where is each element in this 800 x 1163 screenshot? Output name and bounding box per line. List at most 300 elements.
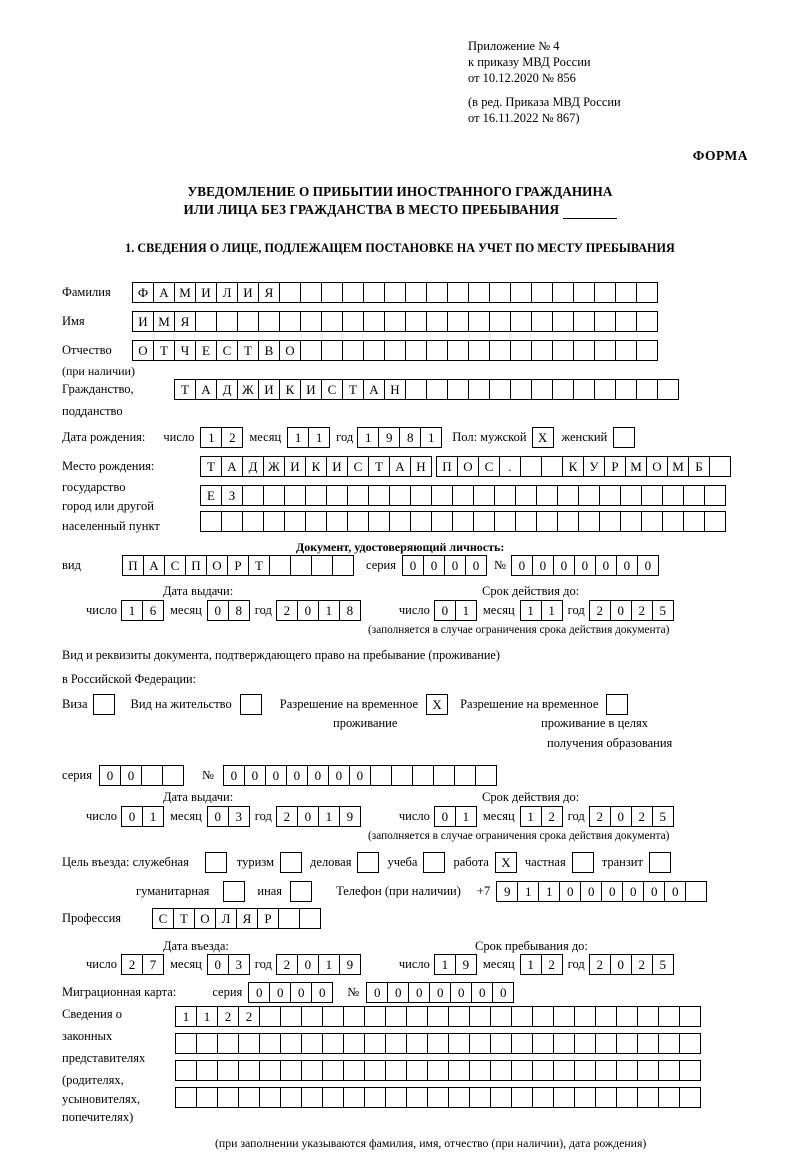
form-cell[interactable]: С — [478, 456, 500, 477]
form-cell[interactable] — [300, 282, 322, 303]
form-cell[interactable] — [300, 340, 322, 361]
doc-series-input[interactable] — [402, 555, 487, 576]
form-cell[interactable] — [683, 485, 705, 506]
form-cell[interactable] — [242, 485, 264, 506]
form-cell[interactable]: 1 — [455, 600, 477, 621]
form-cell[interactable]: 2 — [221, 427, 243, 448]
form-cell[interactable]: 5 — [652, 954, 674, 975]
form-cell[interactable] — [636, 340, 658, 361]
form-cell[interactable] — [384, 282, 406, 303]
form-cell[interactable] — [363, 311, 385, 332]
form-cell[interactable]: 1 — [538, 881, 560, 902]
form-cell[interactable] — [704, 485, 726, 506]
form-cell[interactable]: И — [326, 456, 348, 477]
temp-residence-checkbox[interactable] — [426, 694, 448, 715]
form-cell[interactable] — [489, 340, 511, 361]
form-cell[interactable]: 0 — [223, 765, 245, 786]
form-cell[interactable] — [406, 1033, 428, 1054]
form-cell[interactable]: О — [194, 908, 216, 929]
form-cell[interactable] — [531, 379, 553, 400]
form-cell[interactable] — [658, 1006, 680, 1027]
form-cell[interactable]: 1 — [420, 427, 442, 448]
form-cell[interactable] — [469, 1033, 491, 1054]
entry-day-input[interactable] — [121, 954, 164, 975]
form-cell[interactable] — [452, 485, 474, 506]
entry-year-input[interactable] — [276, 954, 361, 975]
form-cell[interactable] — [385, 1087, 407, 1108]
form-cell[interactable] — [448, 1087, 470, 1108]
form-cell[interactable]: З — [221, 485, 243, 506]
form-cell[interactable] — [594, 282, 616, 303]
form-cell[interactable] — [574, 1087, 596, 1108]
form-cell[interactable]: 1 — [541, 600, 563, 621]
form-cell[interactable] — [364, 1060, 386, 1081]
form-cell[interactable] — [301, 1087, 323, 1108]
form-cell[interactable]: 0 — [244, 765, 266, 786]
form-cell[interactable] — [217, 1033, 239, 1054]
form-cell[interactable] — [426, 379, 448, 400]
form-cell[interactable]: Ф — [132, 282, 154, 303]
form-cell[interactable]: 0 — [532, 555, 554, 576]
form-cell[interactable] — [599, 485, 621, 506]
form-cell[interactable] — [637, 1087, 659, 1108]
purpose-private-checkbox[interactable] — [572, 852, 594, 873]
form-cell[interactable]: 9 — [339, 954, 361, 975]
form-cell[interactable]: 0 — [559, 881, 581, 902]
form-cell[interactable]: 2 — [589, 600, 611, 621]
form-cell[interactable]: О — [457, 456, 479, 477]
stay-issue-year-input[interactable] — [276, 806, 361, 827]
form-cell[interactable] — [426, 282, 448, 303]
form-cell[interactable]: 2 — [276, 806, 298, 827]
purpose-work-checkbox[interactable] — [495, 852, 517, 873]
form-cell[interactable]: 1 — [318, 600, 340, 621]
form-cell[interactable] — [616, 1033, 638, 1054]
form-cell[interactable] — [448, 1006, 470, 1027]
form-cell[interactable] — [447, 340, 469, 361]
form-cell[interactable]: Е — [195, 340, 217, 361]
form-cell[interactable]: О — [279, 340, 301, 361]
form-cell[interactable] — [490, 1006, 512, 1027]
form-cell[interactable] — [258, 311, 280, 332]
form-cell[interactable]: 2 — [589, 806, 611, 827]
form-cell[interactable]: С — [216, 340, 238, 361]
form-cell[interactable] — [347, 511, 369, 532]
form-cell[interactable] — [384, 311, 406, 332]
form-cell[interactable] — [216, 311, 238, 332]
form-cell[interactable]: 0 — [408, 982, 430, 1003]
purpose-transit-checkbox[interactable] — [649, 852, 671, 873]
form-cell[interactable]: 0 — [349, 765, 371, 786]
form-cell[interactable]: Р — [604, 456, 626, 477]
form-cell[interactable]: Ч — [174, 340, 196, 361]
form-cell[interactable] — [657, 379, 679, 400]
form-cell[interactable] — [405, 282, 427, 303]
form-cell[interactable] — [93, 694, 115, 715]
form-cell[interactable] — [683, 511, 705, 532]
form-cell[interactable]: 1 — [357, 427, 379, 448]
form-cell[interactable]: 9 — [455, 954, 477, 975]
form-cell[interactable] — [305, 485, 327, 506]
form-cell[interactable] — [389, 485, 411, 506]
form-cell[interactable] — [342, 340, 364, 361]
form-cell[interactable] — [343, 1087, 365, 1108]
form-cell[interactable] — [532, 1087, 554, 1108]
form-cell[interactable]: 0 — [429, 982, 451, 1003]
form-cell[interactable]: 7 — [142, 954, 164, 975]
form-cell[interactable] — [553, 1033, 575, 1054]
birth-place-extra-input[interactable] — [436, 456, 731, 477]
form-cell[interactable] — [658, 1060, 680, 1081]
form-cell[interactable] — [662, 511, 684, 532]
form-cell[interactable] — [263, 485, 285, 506]
form-cell[interactable] — [364, 1087, 386, 1108]
form-cell[interactable] — [389, 511, 411, 532]
form-cell[interactable] — [637, 1060, 659, 1081]
form-cell[interactable]: Р — [257, 908, 279, 929]
form-cell[interactable] — [406, 1060, 428, 1081]
form-cell[interactable] — [620, 485, 642, 506]
form-cell[interactable]: 6 — [142, 600, 164, 621]
doc-valid-year-input[interactable] — [589, 600, 674, 621]
form-cell[interactable] — [490, 1087, 512, 1108]
form-cell[interactable] — [469, 1006, 491, 1027]
form-cell[interactable] — [322, 1006, 344, 1027]
form-cell[interactable] — [704, 511, 726, 532]
form-cell[interactable] — [490, 1033, 512, 1054]
form-cell[interactable] — [321, 311, 343, 332]
form-cell[interactable] — [391, 765, 413, 786]
form-cell[interactable]: 0 — [99, 765, 121, 786]
legal-rep-input-4[interactable] — [175, 1087, 701, 1108]
form-cell[interactable]: 0 — [207, 806, 229, 827]
form-cell[interactable] — [175, 1060, 197, 1081]
form-cell[interactable]: 0 — [290, 982, 312, 1003]
form-cell[interactable] — [299, 908, 321, 929]
form-cell[interactable] — [280, 1087, 302, 1108]
form-cell[interactable]: Т — [342, 379, 364, 400]
form-cell[interactable] — [426, 311, 448, 332]
form-cell[interactable] — [613, 427, 635, 448]
form-cell[interactable] — [431, 511, 453, 532]
form-cell[interactable]: 2 — [541, 806, 563, 827]
form-cell[interactable]: 0 — [610, 806, 632, 827]
form-cell[interactable] — [196, 1033, 218, 1054]
form-cell[interactable]: 0 — [366, 982, 388, 1003]
form-cell[interactable] — [342, 311, 364, 332]
form-cell[interactable] — [427, 1060, 449, 1081]
form-cell[interactable]: Т — [174, 379, 196, 400]
form-cell[interactable] — [490, 1060, 512, 1081]
stay-year-input[interactable] — [589, 954, 674, 975]
form-cell[interactable] — [615, 340, 637, 361]
form-cell[interactable]: 0 — [207, 600, 229, 621]
form-cell[interactable]: 0 — [269, 982, 291, 1003]
form-cell[interactable]: 1 — [200, 427, 222, 448]
form-cell[interactable] — [196, 1087, 218, 1108]
form-cell[interactable] — [406, 1087, 428, 1108]
form-cell[interactable]: 1 — [318, 806, 340, 827]
form-cell[interactable]: С — [164, 555, 186, 576]
form-cell[interactable]: М — [174, 282, 196, 303]
form-cell[interactable] — [284, 511, 306, 532]
form-cell[interactable] — [553, 1087, 575, 1108]
form-cell[interactable]: 0 — [265, 765, 287, 786]
form-cell[interactable] — [510, 340, 532, 361]
form-cell[interactable] — [447, 311, 469, 332]
form-cell[interactable] — [510, 282, 532, 303]
form-cell[interactable]: 0 — [595, 555, 617, 576]
form-cell[interactable]: 0 — [297, 806, 319, 827]
form-cell[interactable]: 0 — [286, 765, 308, 786]
form-cell[interactable] — [685, 881, 707, 902]
form-cell[interactable] — [223, 881, 245, 902]
form-cell[interactable]: 0 — [434, 806, 456, 827]
form-cell[interactable] — [301, 1060, 323, 1081]
form-cell[interactable] — [531, 340, 553, 361]
form-cell[interactable] — [595, 1087, 617, 1108]
form-cell[interactable] — [615, 282, 637, 303]
form-cell[interactable] — [301, 1033, 323, 1054]
form-cell[interactable]: 1 — [520, 954, 542, 975]
form-cell[interactable] — [141, 765, 163, 786]
form-cell[interactable]: 0 — [297, 954, 319, 975]
form-cell[interactable] — [280, 852, 302, 873]
entry-month-input[interactable] — [207, 954, 250, 975]
citizenship-input[interactable] — [174, 379, 679, 400]
form-cell[interactable] — [278, 908, 300, 929]
form-cell[interactable] — [494, 485, 516, 506]
form-cell[interactable] — [606, 694, 628, 715]
form-cell[interactable] — [574, 1033, 596, 1054]
form-cell[interactable]: 1 — [175, 1006, 197, 1027]
birth-city-input-1[interactable] — [200, 485, 726, 506]
form-cell[interactable] — [679, 1087, 701, 1108]
form-cell[interactable]: А — [363, 379, 385, 400]
form-cell[interactable]: X — [532, 427, 554, 448]
form-cell[interactable] — [709, 456, 731, 477]
form-cell[interactable]: 0 — [444, 555, 466, 576]
form-cell[interactable] — [326, 485, 348, 506]
form-cell[interactable] — [649, 852, 671, 873]
form-cell[interactable] — [468, 340, 490, 361]
stay-issue-day-input[interactable] — [121, 806, 164, 827]
form-cell[interactable] — [595, 1006, 617, 1027]
form-cell[interactable]: Я — [236, 908, 258, 929]
form-cell[interactable] — [332, 555, 354, 576]
form-cell[interactable] — [217, 1087, 239, 1108]
birth-month-input[interactable] — [287, 427, 330, 448]
form-cell[interactable] — [427, 1006, 449, 1027]
form-cell[interactable] — [552, 282, 574, 303]
stay-issue-month-input[interactable] — [207, 806, 250, 827]
form-cell[interactable]: И — [284, 456, 306, 477]
form-cell[interactable] — [557, 485, 579, 506]
form-cell[interactable] — [616, 1087, 638, 1108]
form-cell[interactable] — [195, 311, 217, 332]
doc-issue-month-input[interactable] — [207, 600, 250, 621]
form-cell[interactable] — [364, 1033, 386, 1054]
form-cell[interactable] — [637, 1006, 659, 1027]
form-cell[interactable] — [242, 511, 264, 532]
form-cell[interactable]: Т — [153, 340, 175, 361]
doc-valid-month-input[interactable] — [520, 600, 563, 621]
form-cell[interactable]: А — [195, 379, 217, 400]
stay-series-input[interactable] — [99, 765, 184, 786]
form-cell[interactable] — [263, 511, 285, 532]
form-cell[interactable] — [280, 1060, 302, 1081]
purpose-tourism-checkbox[interactable] — [280, 852, 302, 873]
form-cell[interactable] — [322, 1060, 344, 1081]
form-cell[interactable]: 2 — [276, 600, 298, 621]
form-cell[interactable]: М — [667, 456, 689, 477]
form-cell[interactable]: 1 — [517, 881, 539, 902]
form-cell[interactable] — [259, 1033, 281, 1054]
form-cell[interactable]: Я — [258, 282, 280, 303]
form-cell[interactable] — [300, 311, 322, 332]
form-cell[interactable]: 1 — [520, 600, 542, 621]
form-cell[interactable] — [572, 852, 594, 873]
form-cell[interactable] — [410, 485, 432, 506]
doc-valid-day-input[interactable] — [434, 600, 477, 621]
form-cell[interactable] — [473, 511, 495, 532]
form-cell[interactable]: Л — [215, 908, 237, 929]
form-cell[interactable] — [347, 485, 369, 506]
form-cell[interactable] — [364, 1006, 386, 1027]
form-cell[interactable]: 0 — [616, 555, 638, 576]
form-cell[interactable] — [406, 1006, 428, 1027]
residence-checkbox[interactable] — [240, 694, 262, 715]
form-cell[interactable] — [616, 1006, 638, 1027]
form-cell[interactable] — [221, 511, 243, 532]
surname-input[interactable] — [132, 282, 658, 303]
form-cell[interactable]: 0 — [553, 555, 575, 576]
form-cell[interactable] — [368, 485, 390, 506]
form-cell[interactable] — [620, 511, 642, 532]
form-cell[interactable]: Н — [410, 456, 432, 477]
form-cell[interactable] — [494, 511, 516, 532]
doc-number-input[interactable] — [511, 555, 659, 576]
form-cell[interactable]: 0 — [297, 600, 319, 621]
form-cell[interactable] — [511, 1060, 533, 1081]
form-cell[interactable]: 5 — [652, 806, 674, 827]
form-cell[interactable]: 0 — [121, 806, 143, 827]
form-cell[interactable] — [641, 511, 663, 532]
form-cell[interactable] — [573, 282, 595, 303]
form-cell[interactable] — [290, 555, 312, 576]
form-cell[interactable] — [237, 311, 259, 332]
form-cell[interactable]: 2 — [238, 1006, 260, 1027]
form-cell[interactable]: 0 — [664, 881, 686, 902]
form-cell[interactable]: Л — [216, 282, 238, 303]
doc-kind-input[interactable] — [122, 555, 354, 576]
form-cell[interactable] — [511, 1033, 533, 1054]
form-cell[interactable] — [532, 1033, 554, 1054]
form-cell[interactable] — [515, 511, 537, 532]
form-cell[interactable]: 8 — [228, 600, 250, 621]
form-cell[interactable] — [473, 485, 495, 506]
form-cell[interactable] — [595, 1060, 617, 1081]
form-cell[interactable]: С — [152, 908, 174, 929]
form-cell[interactable]: И — [258, 379, 280, 400]
form-cell[interactable] — [238, 1060, 260, 1081]
form-cell[interactable] — [553, 1006, 575, 1027]
form-cell[interactable] — [284, 485, 306, 506]
profession-input[interactable] — [152, 908, 321, 929]
mig-number-input[interactable] — [366, 982, 514, 1003]
form-cell[interactable]: Н — [384, 379, 406, 400]
stay-number-input[interactable] — [223, 765, 497, 786]
form-cell[interactable] — [384, 340, 406, 361]
form-cell[interactable]: Т — [237, 340, 259, 361]
form-cell[interactable]: Я — [174, 311, 196, 332]
stay-day-input[interactable] — [434, 954, 477, 975]
form-cell[interactable] — [489, 282, 511, 303]
form-cell[interactable] — [431, 485, 453, 506]
form-cell[interactable] — [217, 1060, 239, 1081]
form-cell[interactable] — [321, 282, 343, 303]
form-cell[interactable] — [532, 1060, 554, 1081]
form-cell[interactable] — [290, 881, 312, 902]
form-cell[interactable] — [405, 340, 427, 361]
form-cell[interactable] — [423, 852, 445, 873]
form-cell[interactable] — [531, 311, 553, 332]
form-cell[interactable]: 9 — [339, 806, 361, 827]
form-cell[interactable] — [259, 1060, 281, 1081]
form-cell[interactable]: Т — [248, 555, 270, 576]
form-cell[interactable]: 0 — [580, 881, 602, 902]
form-cell[interactable]: 1 — [308, 427, 330, 448]
form-cell[interactable]: 0 — [311, 982, 333, 1003]
form-cell[interactable] — [162, 765, 184, 786]
form-cell[interactable]: М — [153, 311, 175, 332]
form-cell[interactable]: Ж — [237, 379, 259, 400]
form-cell[interactable] — [552, 340, 574, 361]
form-cell[interactable] — [454, 765, 476, 786]
form-cell[interactable] — [410, 511, 432, 532]
form-cell[interactable] — [342, 282, 364, 303]
form-cell[interactable]: 0 — [248, 982, 270, 1003]
form-cell[interactable] — [615, 379, 637, 400]
form-cell[interactable] — [305, 511, 327, 532]
form-cell[interactable] — [469, 1060, 491, 1081]
form-cell[interactable]: С — [347, 456, 369, 477]
form-cell[interactable]: 0 — [120, 765, 142, 786]
form-cell[interactable] — [357, 852, 379, 873]
form-cell[interactable] — [658, 1033, 680, 1054]
form-cell[interactable]: 1 — [121, 600, 143, 621]
form-cell[interactable] — [658, 1087, 680, 1108]
form-cell[interactable] — [469, 1087, 491, 1108]
form-cell[interactable] — [574, 1060, 596, 1081]
form-cell[interactable]: К — [305, 456, 327, 477]
form-cell[interactable] — [536, 485, 558, 506]
form-cell[interactable] — [468, 379, 490, 400]
form-cell[interactable] — [511, 1006, 533, 1027]
form-cell[interactable]: 0 — [450, 982, 472, 1003]
form-cell[interactable] — [259, 1087, 281, 1108]
form-cell[interactable] — [426, 340, 448, 361]
purpose-other-checkbox[interactable] — [290, 881, 312, 902]
form-cell[interactable] — [452, 511, 474, 532]
form-cell[interactable] — [196, 1060, 218, 1081]
form-cell[interactable] — [238, 1087, 260, 1108]
form-cell[interactable] — [557, 511, 579, 532]
sex-female-checkbox[interactable] — [613, 427, 635, 448]
form-cell[interactable]: Т — [368, 456, 390, 477]
form-cell[interactable]: 9 — [496, 881, 518, 902]
form-cell[interactable] — [679, 1006, 701, 1027]
